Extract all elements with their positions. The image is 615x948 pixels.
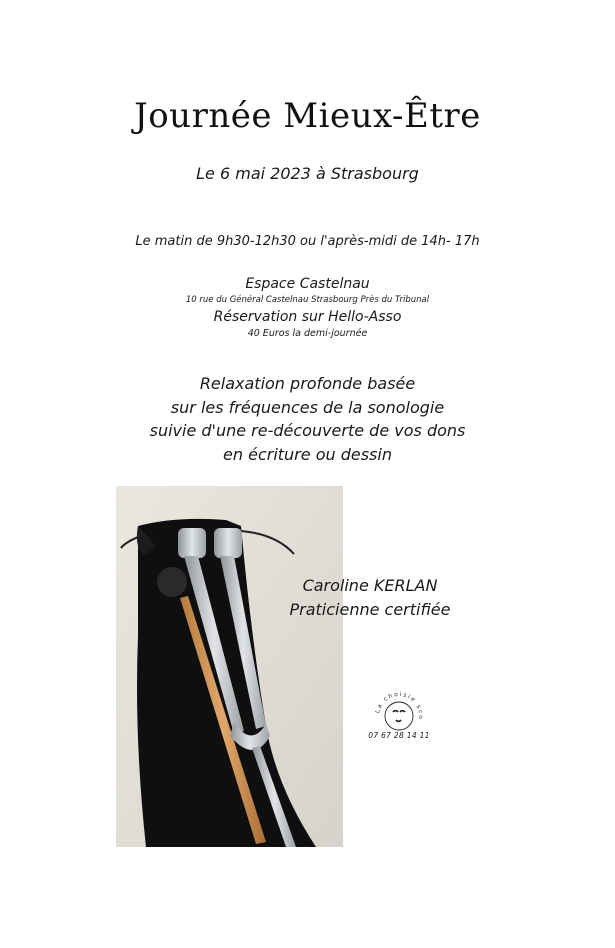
- description-line: suivie d'une re-découverte de vos dons: [149, 421, 466, 440]
- price-info: 40 Euros la demi-journée: [247, 328, 368, 339]
- tuning-fork-photo: [116, 486, 343, 847]
- svg-text:La choisie sco: La choisie sco: [374, 690, 425, 721]
- event-hours: Le matin de 9h30-12h30 ou l'après-midi de 14h- 17h: [135, 234, 480, 249]
- description-line: en écriture ou dessin: [223, 444, 392, 464]
- tuning-fork-photo-image: [116, 486, 343, 847]
- description-line: sur les fréquences de la sonologie: [170, 397, 445, 417]
- practitioner: [270, 574, 470, 622]
- venue-address: 10 rue du Général Castelnau Strasbourg Près du Tribunal: [185, 295, 430, 305]
- phone-number: 07 67 28 14 11: [368, 731, 430, 740]
- venue-name: Espace Castelnau: [245, 276, 370, 292]
- practitioner-role: Praticienne certifiée: [289, 600, 451, 619]
- description-line: Relaxation profonde basée: [199, 374, 416, 393]
- page-title: Journée Mieux-Être: [134, 96, 481, 136]
- booking-info: Réservation sur Hello-Asso: [213, 309, 402, 325]
- description: [0, 372, 615, 466]
- practitioner-name: Caroline KERLAN: [302, 576, 438, 595]
- event-date: Le 6 mai 2023 à Strasbourg: [196, 164, 419, 183]
